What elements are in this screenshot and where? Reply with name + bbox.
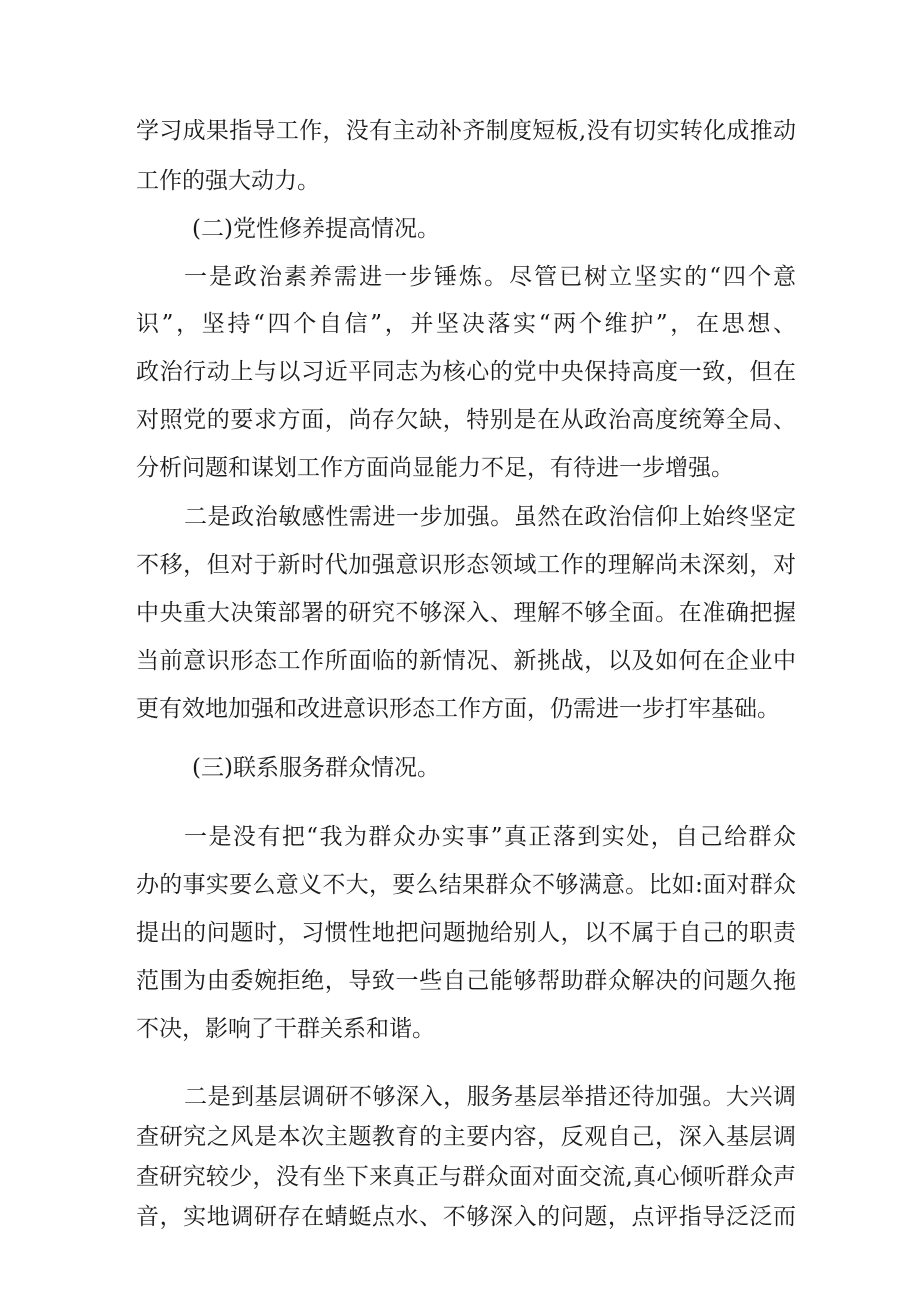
text-line: 工作的强大动力。 [136,168,320,194]
text-line: 二是到基层调研不够深入，服务基层举措还待加强。大兴调 [184,1084,796,1110]
text-line: 分析问题和谋划工作方面尚显能力不足，有待进一步增强。 [136,455,734,481]
text-line: 中央重大决策部署的研究不够深入、理解不够全面。在准确把握 [136,600,796,626]
text-line: 二是政治敏感性需进一步加强。虽然在政治信仰上始终坚定 [184,504,796,530]
text-line: 识”，坚持“四个自信”，并坚决落实“两个维护”，在思想、 [136,311,796,337]
text-line: 一是政治素养需进一步锤炼。尽管已树立坚实的“四个意 [184,264,796,290]
text-line: 查研究较少，没有坐下来真正与群众面对面交流,真心倾听群众声 [136,1164,796,1190]
text-line: 办的事实要么意义不大，要么结果群众不够满意。比如:面对群众 [136,872,796,898]
text-line: 不移，但对于新时代加强意识形态领域工作的理解尚未深刻，对 [136,552,796,578]
text-line: 对照党的要求方面，尚存欠缺，特别是在从政治高度统筹全局、 [136,407,796,433]
text-line: 范围为由委婉拒绝，导致一些自己能够帮助群众解决的问题久拖 [136,968,796,994]
section-heading: (三)联系服务群众情况。 [192,755,440,781]
text-line: 当前意识形态工作所面临的新情况、新挑战，以及如何在企业中 [136,648,796,674]
text-line: 一是没有把“我为群众办实事”真正落到实处，自己给群众 [184,824,796,850]
text-line: 查研究之风是本次主题教育的主要内容，反观自己，深入基层调 [136,1124,796,1150]
text-line: 更有效地加强和改进意识形态工作方面，仍需进一步打牢基础。 [136,696,780,722]
text-line: 学习成果指导工作，没有主动补齐制度短板,没有切实转化成推动 [136,118,796,144]
text-line: 不决，影响了干群关系和谐。 [136,1016,435,1042]
text-line: 提出的问题时，习惯性地把问题抛给别人，以不属于自己的职责 [136,920,796,946]
section-heading: (二)党性修养提高情况。 [192,216,440,242]
text-line: 音，实地调研存在蜻蜓点水、不够深入的问题，点评指导泛泛而 [136,1204,796,1230]
text-line: 政治行动上与以习近平同志为核心的党中央保持高度一致，但在 [136,359,796,385]
